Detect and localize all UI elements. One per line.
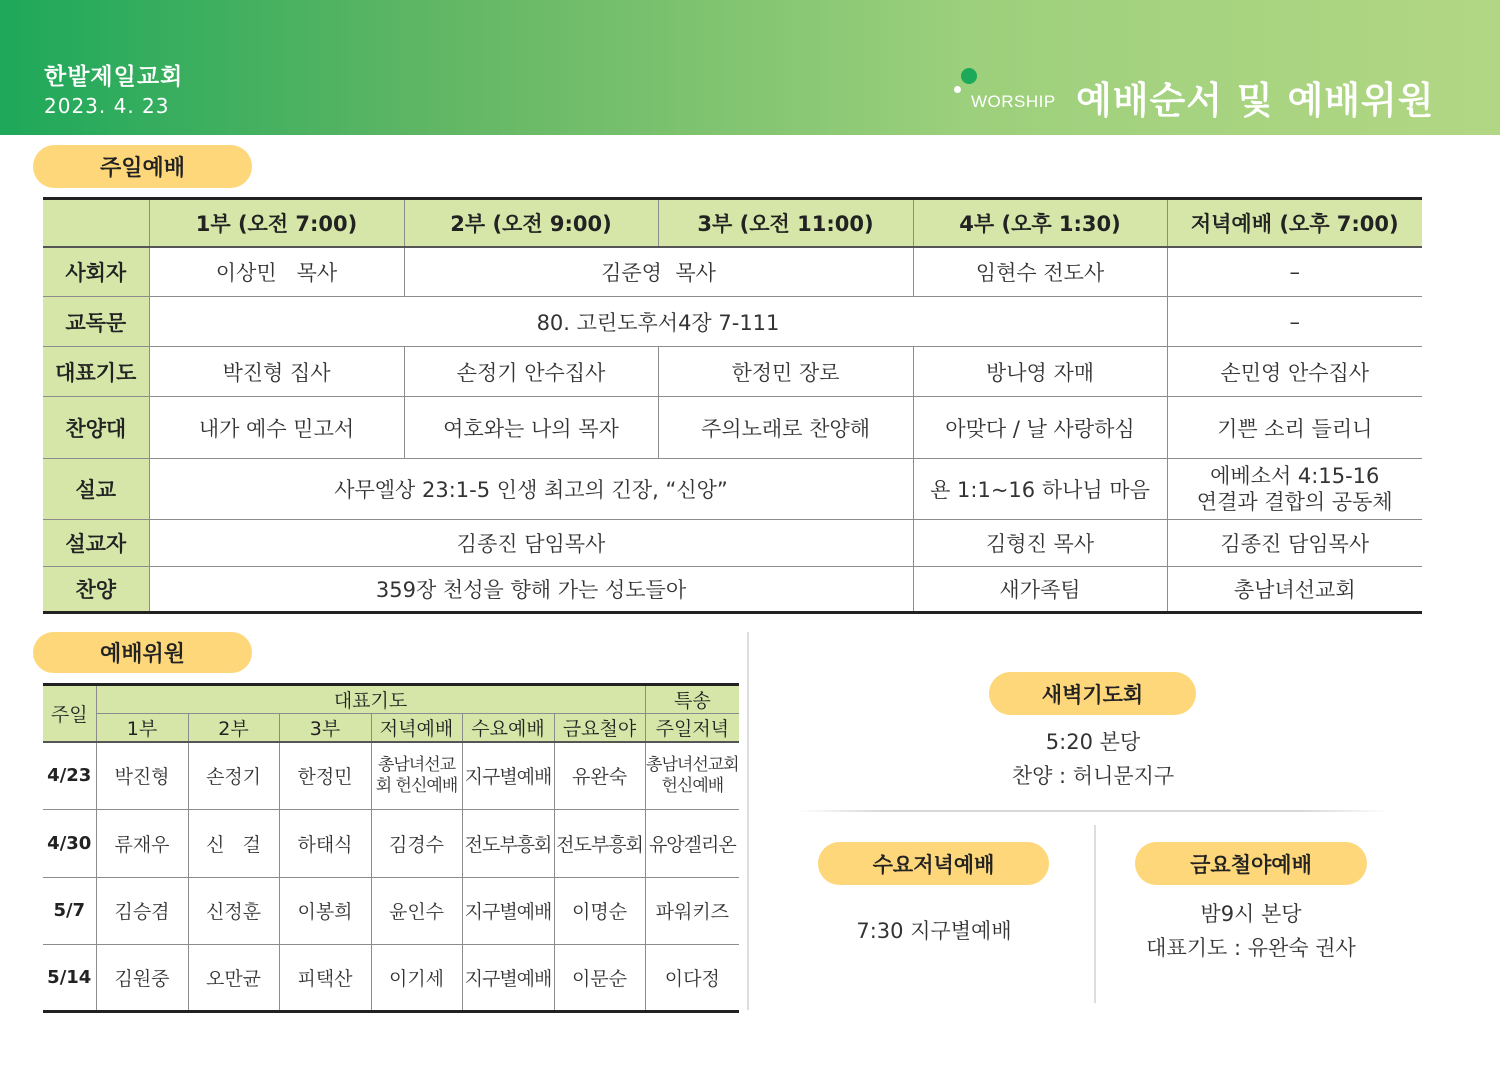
table-cell: 여호와는 나의 목자 <box>404 397 658 459</box>
row-label: 교독문 <box>43 297 149 347</box>
row-label: 찬양대 <box>43 397 149 459</box>
table-cell: 박진형 <box>96 742 188 809</box>
subheader: 2부 <box>188 714 279 743</box>
staff-subheader-row <box>43 714 739 743</box>
column-header: 저녁예배 (오후 7:00) <box>1167 199 1422 247</box>
table-cell: 윤인수 <box>371 877 462 944</box>
table-row <box>43 809 739 877</box>
wednesday-heading: 수요저녁예배 <box>818 842 1049 885</box>
table-cell: 유완숙 <box>554 742 645 809</box>
table-cell: 욘 1:1~16 하나님 마음 <box>913 459 1167 520</box>
green-dot-icon <box>961 68 977 84</box>
table-cell: 한정민 <box>279 742 371 809</box>
table-cell: 류재우 <box>96 809 188 877</box>
prayer-group-header: 대표기도 <box>96 685 645 714</box>
table-cell: 총남녀선교회 헌신예배 <box>371 742 462 809</box>
friday-line2: 대표기도 : 유완숙 권사 <box>1146 936 1356 960</box>
column-header: 1부 (오전 7:00) <box>149 199 404 247</box>
row-label: 찬양 <box>43 567 149 613</box>
subheader: 저녁예배 <box>371 714 462 743</box>
table-cell: 김종진 담임목사 <box>149 520 913 567</box>
row-label: 설교 <box>43 459 149 520</box>
church-name: 한밭제일교회 <box>44 64 184 90</box>
staff-header-row <box>43 685 739 714</box>
bulletin-date: 2023. 4. 23 <box>44 94 170 118</box>
table-row <box>43 742 739 809</box>
table-cell: 방나영 자매 <box>913 347 1167 397</box>
row-label: 대표기도 <box>43 347 149 397</box>
table-cell: 80. 고린도후서4장 7-111 <box>149 297 1167 347</box>
table-cell: 기쁜 소리 들리니 <box>1167 397 1422 459</box>
table-cell: 이기세 <box>371 944 462 1011</box>
table-row <box>43 247 1422 297</box>
table-row <box>43 567 1422 613</box>
table-cell: 총남녀선교회 헌신예배 <box>645 742 739 809</box>
table-cell: 김준영 목사 <box>404 247 913 297</box>
table-cell: 신정훈 <box>188 877 279 944</box>
section-title: 예배순서 및 예배위원 <box>1076 79 1435 122</box>
table-row <box>43 459 1422 520</box>
table-cell: 새가족팀 <box>913 567 1167 613</box>
dawn-prayer-heading: 새벽기도회 <box>989 672 1196 715</box>
table-cell: 지구별예배 <box>462 877 554 944</box>
table-cell: 김원중 <box>96 944 188 1011</box>
subheader: 수요예배 <box>462 714 554 743</box>
table-cell: 신 걸 <box>188 809 279 877</box>
sermon-evening-line2: 연결과 결합의 공동체 <box>1196 490 1393 514</box>
table-cell: 이문순 <box>554 944 645 1011</box>
table-cell: 전도부흥회 <box>462 809 554 877</box>
table-cell: 김형진 목사 <box>913 520 1167 567</box>
table-cell: 총남녀선교회 <box>1167 567 1422 613</box>
table-cell: 피택산 <box>279 944 371 1011</box>
table-row <box>43 944 739 1011</box>
table-cell: 손정기 안수집사 <box>404 347 658 397</box>
date-cell: 4/30 <box>43 809 96 877</box>
subheader: 주일저녁 <box>645 714 739 743</box>
table-cell: 내가 예수 믿고서 <box>149 397 404 459</box>
section-label-en: WORSHIP <box>971 92 1056 111</box>
staff-table <box>43 683 739 1013</box>
table-cell: 오만균 <box>188 944 279 1011</box>
table-cell <box>1167 459 1422 520</box>
table-cell: 이다정 <box>645 944 739 1011</box>
table-row <box>43 877 739 944</box>
table-cell: 이명순 <box>554 877 645 944</box>
dawn-prayer-info <box>893 725 1293 793</box>
week-header: 주일 <box>43 685 96 743</box>
table-cell: 사무엘상 23:1-5 인생 최고의 긴장, “신앙” <box>149 459 913 520</box>
table-row <box>43 297 1422 347</box>
table-cell: – <box>1167 247 1422 297</box>
subheader: 1부 <box>96 714 188 743</box>
wednesday-info <box>784 914 1084 948</box>
row-label: 설교자 <box>43 520 149 567</box>
date-cell: 5/14 <box>43 944 96 1011</box>
subheader: 금요철야 <box>554 714 645 743</box>
table-row <box>43 347 1422 397</box>
table-cell: 김종진 담임목사 <box>1167 520 1422 567</box>
table-cell: 359장 천성을 향해 가는 성도들아 <box>149 567 913 613</box>
staff-heading: 예배위원 <box>33 632 252 673</box>
table-cell: 하태식 <box>279 809 371 877</box>
column-header: 4부 (오후 1:30) <box>913 199 1167 247</box>
table-cell: 손민영 안수집사 <box>1167 347 1422 397</box>
table-cell: 파워키즈 <box>645 877 739 944</box>
friday-heading: 금요철야예배 <box>1135 842 1367 885</box>
header-banner <box>0 0 1500 135</box>
table-cell: 주의노래로 찬양해 <box>658 397 913 459</box>
sunday-order-table <box>43 197 1422 614</box>
table-cell: 한정민 장로 <box>658 347 913 397</box>
friday-line1: 밤9시 본당 <box>1200 902 1302 926</box>
sunday-worship-heading: 주일예배 <box>33 145 252 188</box>
table-row <box>43 520 1422 567</box>
row-label: 사회자 <box>43 247 149 297</box>
dawn-line1: 5:20 본당 <box>1045 730 1141 754</box>
dawn-line2: 찬양 : 허니문지구 <box>1011 764 1175 788</box>
table-cell: 지구별예배 <box>462 944 554 1011</box>
table-cell: 임현수 전도사 <box>913 247 1167 297</box>
column-header: 3부 (오전 11:00) <box>658 199 913 247</box>
table-cell: 이봉희 <box>279 877 371 944</box>
sermon-evening-line1: 에베소서 4:15-16 <box>1210 464 1380 488</box>
table-cell: 박진형 집사 <box>149 347 404 397</box>
column-header: 2부 (오전 9:00) <box>404 199 658 247</box>
white-dot-icon <box>954 86 961 93</box>
table-cell: 김경수 <box>371 809 462 877</box>
table-cell: 유앙겔리온 <box>645 809 739 877</box>
special-group-header: 특송 <box>645 685 739 714</box>
friday-info <box>1101 897 1401 965</box>
table-cell: 이상민 목사 <box>149 247 404 297</box>
date-cell: 5/7 <box>43 877 96 944</box>
corner-cell <box>43 199 149 247</box>
table-cell: – <box>1167 297 1422 347</box>
horizontal-divider <box>795 810 1390 812</box>
table-cell: 지구별예배 <box>462 742 554 809</box>
panel-divider <box>747 632 749 1010</box>
table-cell: 손정기 <box>188 742 279 809</box>
table-cell: 아맞다 / 날 사랑하심 <box>913 397 1167 459</box>
column-divider <box>1094 825 1096 1003</box>
table-cell: 김승겸 <box>96 877 188 944</box>
wednesday-line1: 7:30 지구별예배 <box>856 919 1012 943</box>
table-row <box>43 397 1422 459</box>
table-cell: 전도부흥회 <box>554 809 645 877</box>
date-cell: 4/23 <box>43 742 96 809</box>
table-header-row <box>43 199 1422 247</box>
subheader: 3부 <box>279 714 371 743</box>
